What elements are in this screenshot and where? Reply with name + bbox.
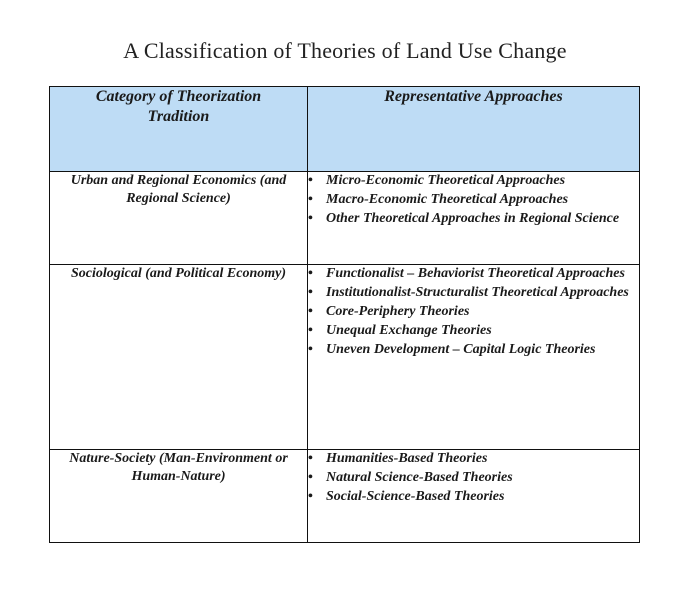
table-row [50,265,640,450]
list-item [308,341,639,359]
header-row [50,87,640,172]
table-row [50,172,640,265]
list-item [308,303,639,321]
list-item [308,210,639,228]
list-item [308,469,639,487]
bullet-icon: • [308,285,313,300]
approach-text: Functionalist – Behaviorist Theoretical Approaches [326,266,625,281]
table-row [50,450,640,543]
approaches-list [308,172,639,228]
list-item [308,191,639,209]
list-item [308,322,639,340]
list-item [308,450,639,468]
list-item [308,284,639,302]
category-cell [50,450,308,543]
approach-text: Micro-Economic Theoretical Approaches [326,173,566,188]
bullet-icon: • [308,211,313,226]
bullet-icon: • [308,323,313,338]
approaches-cell [308,450,640,543]
list-item [308,488,639,506]
classification-table [49,86,640,543]
approach-text: Institutionalist-Structuralist Theoretical Approaches [326,285,629,300]
approach-text: Other Theoretical Approaches in Regional Science [326,211,620,226]
category-text: Sociological (and Political Economy) [70,266,287,281]
approach-text: Macro-Economic Theoretical Approaches [326,192,569,207]
bullet-icon: • [308,173,313,188]
bullet-icon: • [308,489,313,504]
bullet-icon: • [308,342,313,357]
category-cell [50,265,308,450]
column-header-category-text: Category of Theorization Tradition [95,88,262,125]
list-item [308,265,639,283]
bullet-icon: • [308,192,313,207]
bullet-icon: • [308,304,313,319]
approaches-list [308,450,639,506]
approaches-list [308,265,639,359]
list-item [308,172,639,190]
approaches-cell [308,172,640,265]
bullet-icon: • [308,451,313,466]
column-header-category [50,87,308,172]
bullet-icon: • [308,470,313,485]
column-header-approaches [308,87,640,172]
approach-text: Humanities-Based Theories [326,451,488,466]
approach-text: Unequal Exchange Theories [326,323,492,338]
approach-text: Uneven Development – Capital Logic Theories [326,342,596,357]
category-text: Urban and Regional Economics (and Regional Science) [70,173,287,206]
category-cell [50,172,308,265]
category-text: Nature-Society (Man-Environment or Human-Nature) [69,451,288,484]
bullet-icon: • [308,266,313,281]
approach-text: Core-Periphery Theories [326,304,470,319]
column-header-approaches-text: Representative Approaches [384,88,563,105]
document-title: A Classification of Theories of Land Use Change [123,38,567,63]
approaches-cell [308,265,640,450]
approach-text: Natural Science-Based Theories [326,470,513,485]
approach-text: Social-Science-Based Theories [326,489,505,504]
